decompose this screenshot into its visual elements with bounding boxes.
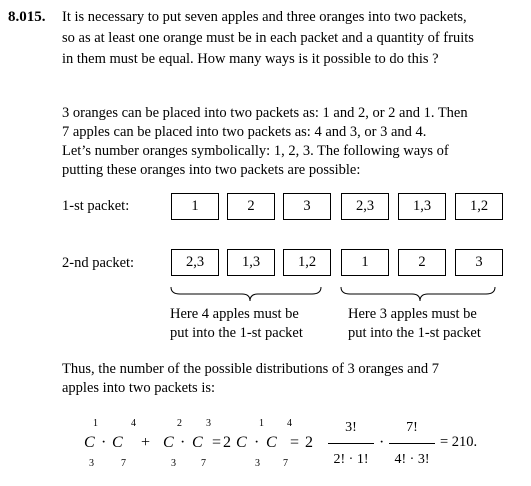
sub-index: 3 <box>255 458 260 469</box>
packet2-box: 1,2 <box>283 249 331 276</box>
packet2-box: 1,3 <box>227 249 275 276</box>
sub-index: 7 <box>283 458 288 469</box>
packet1-box: 1 <box>171 193 219 220</box>
packet1-box: 1,3 <box>398 193 446 220</box>
note-right-line-1: Here 3 apples must be <box>348 306 477 322</box>
result: = 210. <box>440 434 478 450</box>
packet1-box: 2,3 <box>341 193 389 220</box>
note-left-line-2: put into the 1-st packet <box>170 325 303 341</box>
combination-symbol: C <box>84 434 95 451</box>
fraction-bar <box>328 443 374 444</box>
fraction-numerator: 3! <box>345 420 357 435</box>
solution-line-3: Let’s number oranges symbolically: 1, 2, 3. The following ways of <box>62 143 449 159</box>
packet1-box: 3 <box>283 193 331 220</box>
sub-index: 3 <box>171 458 176 469</box>
problem-line-2: so as at least one orange must be in each packet and a quantity of fruits <box>62 30 474 46</box>
equals-operator: = <box>212 434 222 451</box>
packet2-box: 2,3 <box>171 249 219 276</box>
note-left-line-1: Here 4 apples must be <box>170 306 299 322</box>
coefficient: 2 <box>223 434 231 451</box>
sub-index: 7 <box>121 458 126 469</box>
sup-index: 4 <box>131 418 136 429</box>
solution-line-2: 7 apples can be placed into two packets as: 4 and 3, or 3 and 4. <box>62 124 427 140</box>
fraction-denominator: 4! · 3! <box>394 452 430 467</box>
sup-index: 1 <box>259 418 264 429</box>
combination-symbol: C <box>236 434 247 451</box>
packet1-box: 2 <box>227 193 275 220</box>
combination-symbol: C <box>192 434 203 451</box>
equals-operator: = <box>290 434 300 451</box>
packet2-box: 3 <box>455 249 503 276</box>
fraction-denominator: 2! · 1! <box>333 452 369 467</box>
dot-operator: · <box>379 434 385 451</box>
sup-index: 2 <box>177 418 182 429</box>
sub-index: 7 <box>201 458 206 469</box>
packet2-label: 2-nd packet: <box>62 255 135 271</box>
coefficient: 2 <box>305 434 313 451</box>
solution-line-4: putting these oranges into two packets are possible: <box>62 162 361 178</box>
sub-index: 3 <box>89 458 94 469</box>
combination-symbol: C <box>112 434 123 451</box>
sup-index: 4 <box>287 418 292 429</box>
fraction-bar <box>389 443 435 444</box>
packet2-box: 2 <box>398 249 446 276</box>
conclusion-line-2: apples into two packets is: <box>62 380 216 396</box>
packet1-box: 1,2 <box>455 193 503 220</box>
solution-line-1: 3 oranges can be placed into two packets as: 1 and 2, or 2 and 1. Then <box>62 105 468 121</box>
dot-operator: · <box>254 434 260 451</box>
packet2-box: 1 <box>341 249 389 276</box>
fraction-numerator: 7! <box>406 420 418 435</box>
dot-operator: · <box>180 434 186 451</box>
plus-operator: + <box>141 434 151 451</box>
sup-index: 1 <box>93 418 98 429</box>
note-right-line-2: put into the 1-st packet <box>348 325 481 341</box>
grouping-braces <box>168 284 503 306</box>
sup-index: 3 <box>206 418 211 429</box>
problem-number: 8.015. <box>8 9 46 25</box>
combination-symbol: C <box>163 434 174 451</box>
problem-line-3: in them must be equal. How many ways is it possible to do this ? <box>62 51 439 67</box>
dot-operator: · <box>101 434 107 451</box>
combination-symbol: C <box>266 434 277 451</box>
problem-line-1: It is necessary to put seven apples and three oranges into two packets, <box>62 9 467 25</box>
packet1-label: 1-st packet: <box>62 198 130 214</box>
right-brace <box>341 287 495 301</box>
conclusion-line-1: Thus, the number of the possible distributions of 3 oranges and 7 <box>62 361 439 377</box>
left-brace <box>171 287 321 301</box>
